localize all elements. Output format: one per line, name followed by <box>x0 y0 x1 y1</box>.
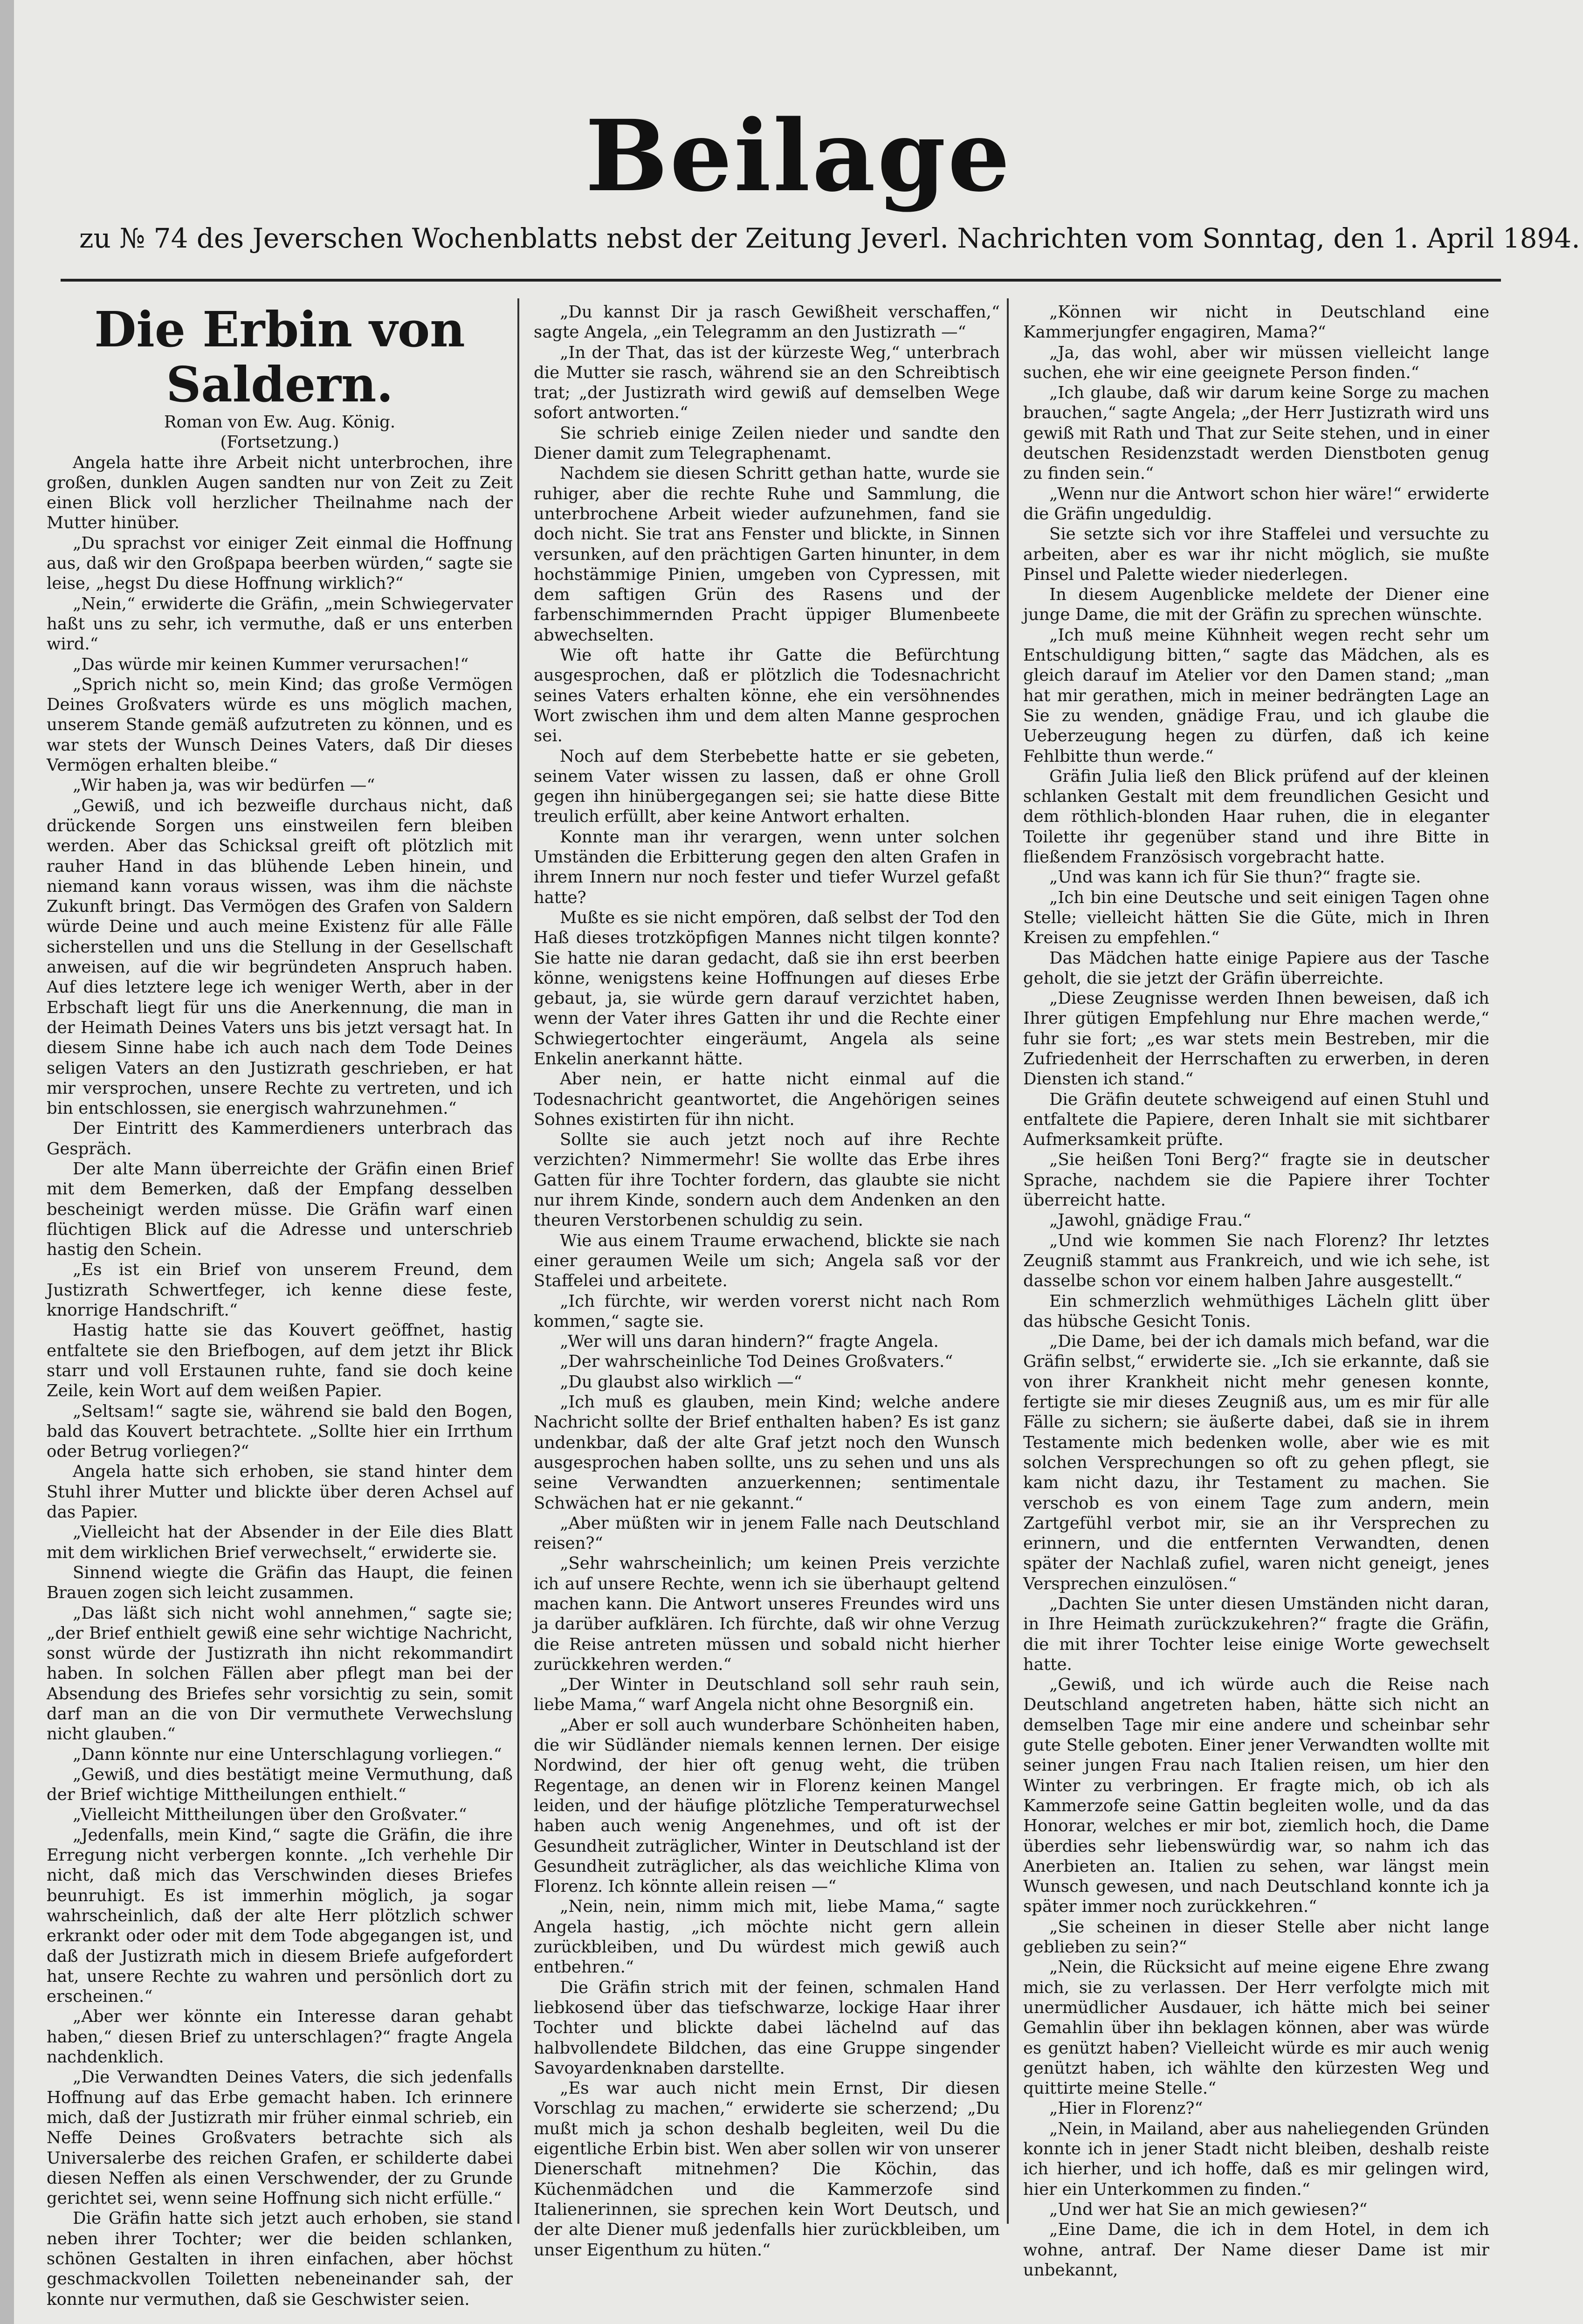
column-divider <box>1007 298 1009 2224</box>
article-paragraph: „Sprich nicht so, mein Kind; das große Vermögen Deines Großvaters würde es uns möglich machen, unserem Stande gemäß aufzutreten zu können, und es war stets der Wunsch Deines Vaters, daß Dir dieses Vermögen erhalten bleibe.“ <box>47 675 513 775</box>
article-paragraph: „Ich muß es glauben, mein Kind; welche andere Nachricht sollte der Brief enthalten haben? Es ist ganz undenkbar, daß der alte Graf jetzt noch den Wunsch ausgesprochen haben sollte, uns zu sehen und uns als seine Verwandten anzuerkennen; sentimentale Schwächen hat er nie gekannt.“ <box>534 1393 1000 1513</box>
article-paragraph: „Du kannst Dir ja rasch Gewißheit verschaffen,“ sagte Angela, „ein Telegramm an den Justizrath —“ <box>534 303 1000 342</box>
article-paragraph: Sinnend wiegte die Gräfin das Haupt, die feinen Brauen zogen sich leicht zusammen. <box>47 1563 513 1603</box>
article-paragraph: Nachdem sie diesen Schritt gethan hatte, wurde sie ruhiger, aber die rechte Ruhe und Sammlung, die unterbrochene Arbeit wieder aufzunehmen, fand sie doch nicht. Sie trat ans Fenster und blickte, in Sinnen versunken, auf den prächtigen Garten hinunter, in dem hochstämmige Pinien, umgeben von Cypressen, mit dem saftigen Grün des Rasens und der farbenschimmernden Pracht üppiger Blumenbeete abwechselten. <box>534 464 1000 645</box>
article-paragraph: „Dachten Sie unter diesen Umständen nicht daran, in Ihre Heimath zurückzukehren?“ fragte die Gräfin, die mit ihrer Tochter leise einige Worte gewechselt hatte. <box>1023 1594 1489 1674</box>
article-paragraph: Gräfin Julia ließ den Blick prüfend auf der kleinen schlanken Gestalt mit dem freundlichen Gesicht und dem röthlich-blonden Haar ruhen, die in eleganter Toilette ihr gegenüber stand und ihre Bitte in fließendem Französisch vorgebracht hatte. <box>1023 766 1489 867</box>
article-paragraph: Angela hatte ihre Arbeit nicht unterbrochen, ihre großen, dunklen Augen sandten nur von Zeit zu Zeit einen Blick voll herzlicher Theilnahme nach der Mutter hinüber. <box>47 453 513 533</box>
article-paragraph: In diesem Augenblicke meldete der Diener eine junge Dame, die mit der Gräfin zu sprechen wünschte. <box>1023 585 1489 625</box>
article-paragraph: „Jedenfalls, mein Kind,“ sagte die Gräfin, die ihre Erregung nicht verbergen konnte. „Ich verhehle Dir nicht, daß mich das Verschwinden dieses Briefes beunruhigt. Es ist immerhin möglich, ja sogar wahrscheinlich, daß der alte Herr plötzlich schwer erkrankt oder oder mit dem Tode abgegangen ist, und daß der Justizrath mich in diesem Briefe aufgefordert hat, unsere Rechte zu wahren und persönlich dort zu erscheinen.“ <box>47 1825 513 2007</box>
article-paragraph: Die Gräfin strich mit der feinen, schmalen Hand liebkosend über das tiefschwarze, lockige Haar ihrer Tochter und blickte dabei lächelnd auf das halbvollendete Bildchen, das eine Gruppe singender Savoyardenknaben darstellte. <box>534 1978 1000 2078</box>
story-continuation: (Fortsetzung.) <box>220 433 339 452</box>
article-paragraph: Der Eintritt des Kammerdieners unterbrach das Gespräch. <box>47 1119 513 1159</box>
article-paragraph: „In der That, das ist der kürzeste Weg,“ unterbrach die Mutter sie rasch, während sie an den Schreibtisch trat; „der Justizrath wird gewiß auf demselben Wege sofort antworten.“ <box>534 343 1000 423</box>
article-paragraph: „Und wer hat Sie an mich gewiesen?“ <box>1049 2200 1368 2219</box>
article-paragraph: „Gewiß, und ich bezweifle durchaus nicht, daß drückende Sorgen uns einstweilen fern bleiben werden. Aber das Schicksal greift oft plötzlich mit rauher Hand in das blühende Leben hinein, und niemand kann voraus wissen, was ihm die nächste Zukunft bringt. Das Vermögen des Grafen von Saldern würde Deine und auch meine Existenz für alle Fälle sicherstellen und uns die Stellung in der Gesellschaft anweisen, auf die wir begründeten Anspruch haben. Auf dies letztere lege ich weniger Werth, aber in der Erbschaft liegt für uns die Anerkennung, die man in der Heimath Deines Vaters uns bis jetzt versagt hat. In diesem Sinne habe ich auch nach dem Tode Deines seligen Vaters an den Justizrath geschrieben, er hat mir versprochen, unsere Rechte zu vertreten, und ich bin entschlossen, sie energisch wahrzunehmen.“ <box>47 796 513 1118</box>
scan-edge <box>0 0 14 2324</box>
article-paragraph: „Diese Zeugnisse werden Ihnen beweisen, daß ich Ihrer gütigen Empfehlung nur Ehre machen werde,“ fuhr sie fort; „es war stets mein Bestreben, mir die Zufriedenheit der Herrschaften zu erwerben, in deren Diensten ich stand.“ <box>1023 989 1489 1089</box>
story-byline: Roman von Ew. Aug. König. <box>164 413 396 432</box>
article-paragraph: Mußte es sie nicht empören, daß selbst der Tod den Haß dieses trotzköpfigen Mannes nicht tilgen konnte? Sie hatte nie daran gedacht, daß sie ihn erst beerben könne, wenigstens keine Hoffnungen auf dieses Erbe gebaut, ja, sie würde gern darauf verzichtet haben, wenn der Vater ihres Gatten ihr und die Rechte einer Schwiegertochter eingeräumt, Angela als seine Enkelin anerkannt hätte. <box>534 908 1000 1069</box>
article-paragraph: „Es ist ein Brief von unserem Freund, dem Justizrath Schwertfeger, ich kenne diese feste, knorrige Handschrift.“ <box>47 1260 513 1320</box>
article-paragraph: Die Gräfin deutete schweigend auf einen Stuhl und entfaltete die Papiere, deren Inhalt sie mit sichtbarer Aufmerksamkeit prüfte. <box>1023 1090 1489 1150</box>
story-title: Die Erbin von Saldern. <box>94 301 465 413</box>
article-paragraph: Aber nein, er hatte nicht einmal auf die Todesnachricht geantwortet, die Angehörigen seines Sohnes existirten für ihn nicht. <box>534 1069 1000 1129</box>
article-paragraph: „Ich bin eine Deutsche und seit einigen Tagen ohne Stelle; vielleicht hätten Sie die Güte, mich in Ihren Kreisen zu empfehlen.“ <box>1023 888 1489 948</box>
article-paragraph: „Seltsam!“ sagte sie, während sie bald den Bogen, bald das Kouvert betrachtete. „Sollte hier ein Irrthum oder Betrug vorliegen?“ <box>47 1401 513 1462</box>
article-paragraph: „Du glaubst also wirklich —“ <box>560 1372 802 1392</box>
article-paragraph: „Dann könnte nur eine Unterschlagung vorliegen.“ <box>73 1745 502 1764</box>
article-paragraph: „Und wie kommen Sie nach Florenz? Ihr letztes Zeugniß stammt aus Frankreich, und wie ich sehe, ist dasselbe schon vor einem halben Jahre ausgestellt.“ <box>1023 1231 1489 1291</box>
article-paragraph: „Nein, nein, nimm mich mit, liebe Mama,“ sagte Angela hastig, „ich möchte nicht gern allein zurückbleiben, und Du würdest mich gewiß auch entbehren.“ <box>534 1897 1000 1977</box>
article-paragraph: „Das würde mir keinen Kummer verursachen!“ <box>73 655 469 674</box>
column-1 <box>47 301 513 2309</box>
article-paragraph: „Aber wer könnte ein Interesse daran gehabt haben,“ diesen Brief zu unterschlagen?“ fragte Angela nachdenklich. <box>47 2007 513 2067</box>
article-paragraph: „Vielleicht Mittheilungen über den Großvater.“ <box>73 1805 467 1825</box>
article-paragraph: „Sehr wahrscheinlich; um keinen Preis verzichte ich auf unsere Rechte, wenn ich sie überhaupt geltend machen kann. Die Antwort unseres Freundes wird uns ja darüber aufklären. Ich fürchte, daß wir ohne Verzug die Reise antreten müssen und sobald nicht hierher zurückkehren werden.“ <box>534 1554 1000 1674</box>
article-paragraph: „Sie scheinen in dieser Stelle aber nicht lange geblieben zu sein?“ <box>1023 1917 1489 1957</box>
article-paragraph: „Das läßt sich nicht wohl annehmen,“ sagte sie; „der Brief enthielt gewiß eine sehr wichtige Nachricht, sonst würde der Justizrath ihn nicht rekommandirt haben. In solchen Fällen aber pflegt man bei der Absendung des Briefes sehr vorsichtig zu sein, somit darf man an die von Dir vermuthete Verwechslung nicht glauben.“ <box>47 1603 513 1744</box>
article-paragraph: „Wer will uns daran hindern?“ fragte Angela. <box>560 1332 939 1352</box>
column-2 <box>534 302 1000 2260</box>
article-paragraph: „Ich muß meine Kühnheit wegen recht sehr um Entschuldigung bitten,“ sagte das Mädchen, als es gleich darauf im Atelier vor den Damen stand; „man hat mir gerathen, mich in meiner bedrängten Lage an Sie zu wenden, gnädige Frau, und ich glaube die Ueberzeugung hegen zu dürfen, daß ich keine Fehlbitte thun werde.“ <box>1023 625 1489 766</box>
article-paragraph: Wie aus einem Traume erwachend, blickte sie nach einer geraumen Weile um sich; Angela saß vor der Staffelei und arbeitete. <box>534 1231 1000 1291</box>
article-paragraph: „Die Verwandten Deines Vaters, die sich jedenfalls Hoffnung auf das Erbe gemacht haben. Ich erinnere mich, daß der Justizrath mir früher einmal schrieb, ein Neffe Deines Großvaters betrachte sich als Universalerbe des reichen Grafen, er schilderte dabei diesen Neffen als einen Verschwender, der zu Grunde gerichtet sei, wenn seine Hoffnung sich nicht erfülle.“ <box>47 2068 513 2208</box>
article-paragraph: „Ja, das wohl, aber wir müssen vielleicht lange suchen, ehe wir eine geeignete Person finden.“ <box>1023 343 1489 382</box>
article-paragraph: „Du sprachst vor einiger Zeit einmal die Hoffnung aus, daß wir den Großpapa beerben würden,“ sagte sie leise, „hegst Du diese Hoffnung wirklich?“ <box>47 533 513 593</box>
article-paragraph: „Gewiß, und ich würde auch die Reise nach Deutschland angetreten haben, hätte sich nicht an demselben Tage mir eine andere und scheinbar sehr gute Stelle geboten. Einer jener Verwandten wollte mit seiner jungen Frau nach Italien reisen, um hier den Winter zu verbringen. Er fragte mich, ob ich als Kammerzofe seine Gattin begleiten wolle, und da das Honorar, welches er mir bot, ziemlich hoch, die Dame überdies sehr liebenswürdig war, so nahm ich das Anerbieten an. Italien zu sehen, war längst mein Wunsch gewesen, und nach Deutschland konnte ich ja später immer noch zurückkehren.“ <box>1023 1675 1489 1917</box>
article-paragraph: Sie setzte sich vor ihre Staffelei und versuchte zu arbeiten, aber es war ihr nicht möglich, sie mußte Pinsel und Palette wieder niederlegen. <box>1023 524 1489 584</box>
article-paragraph: „Nein, in Mailand, aber aus naheliegenden Gründen konnte ich in jener Stadt nicht bleiben, deshalb reiste ich hierher, und ich hoffe, daß es mir gelingen wird, hier ein Unterkommen zu finden.“ <box>1023 2119 1489 2199</box>
article-paragraph: „Aber müßten wir in jenem Falle nach Deutschland reisen?“ <box>534 1513 1000 1553</box>
article-paragraph: Der alte Mann überreichte der Gräfin einen Brief mit dem Bemerken, daß der Empfang desselben bescheinigt werden müsse. Die Gräfin warf einen flüchtigen Blick auf die Adresse und unterschrieb hastig den Schein. <box>47 1159 513 1260</box>
column-divider <box>517 298 519 2224</box>
article-paragraph: „Der wahrscheinliche Tod Deines Großvaters.“ <box>560 1352 953 1372</box>
article-paragraph: „Jawohl, gnädige Frau.“ <box>1049 1211 1252 1230</box>
article-paragraph: „Vielleicht hat der Absender in der Eile dies Blatt mit dem wirklichen Brief verwechselt,“ erwiderte sie. <box>47 1523 513 1562</box>
article-paragraph: „Es war auch nicht mein Ernst, Dir diesen Vorschlag zu machen,“ erwiderte sie scherzend; „Du mußt mich ja schon deshalb begleiten, weil Du die eigentliche Erbin bist. Wen aber sollen wir von unserer Dienerschaft mitnehmen? Die Köchin, das Küchenmädchen und die Kammerzofe sind Italienerinnen, sie sprechen kein Wort Deutsch, und der alte Diener muß jedenfalls hier zurückbleiben, um unser Eigenthum zu hüten.“ <box>534 2079 1000 2260</box>
article-paragraph: Konnte man ihr verargen, wenn unter solchen Umständen die Erbitterung gegen den alten Grafen in ihrem Innern nur noch fester und tiefer Wurzel gefaßt hatte? <box>534 827 1000 907</box>
article-paragraph: „Und was kann ich für Sie thun?“ fragte sie. <box>1049 868 1421 887</box>
issue-line: zu № 74 des Jeverschen Wochenblatts nebst der Zeitung Jeverl. Nachrichten vom Sonntag, den 1. April 1894. <box>79 222 1580 254</box>
article-paragraph: Das Mädchen hatte einige Papiere aus der Tasche geholt, die sie jetzt der Gräfin überreichte. <box>1023 948 1489 988</box>
article-paragraph: „Sie heißen Toni Berg?“ fragte sie in deutscher Sprache, nachdem sie die Papiere ihrer Tochter überreicht hatte. <box>1023 1150 1489 1210</box>
newspaper-page <box>14 0 1583 2324</box>
article-paragraph: „Aber er soll auch wunderbare Schönheiten haben, die wir Südländer niemals kennen lernen. Der eisige Nordwind, der hier oft genug weht, die trüben Regentage, an denen wir in Florenz keinen Mangel leiden, und der häufige plötzliche Temperaturwechsel haben auch wenig Angenehmes, und oft ist der Gesundheit zuträglicher, Winter in Deutschland ist der Gesundheit zuträglicher, als das weichliche Klima von Florenz. Ich könnte allein reisen —“ <box>534 1715 1000 1896</box>
article-paragraph: Wie oft hatte ihr Gatte die Befürchtung ausgesprochen, daß er plötzlich die Todesnachricht seines Vaters erhalten könne, ehe ein versöhnendes Wort zwischen ihm und dem alten Manne gesprochen sei. <box>534 646 1000 746</box>
article-paragraph: „Können wir nicht in Deutschland eine Kammerjungfer engagiren, Mama?“ <box>1023 303 1489 342</box>
header-rule <box>61 279 1501 282</box>
article-paragraph: „Wenn nur die Antwort schon hier wäre!“ erwiderte die Gräfin ungeduldig. <box>1023 484 1489 524</box>
article-paragraph: „Die Dame, bei der ich damals mich befand, war die Gräfin selbst,“ erwiderte sie. „Ich sie erkannte, daß sie von ihrer Krankheit nicht mehr genesen konnte, fertigte sie mir dieses Zeugniß aus, um es mir für alle Fälle zu sichern; sie äußerte dabei, daß sie in ihrem Testamente mich bedenken wolle, aber wie es mit solchen Versprechungen so oft zu gehen pflegt, sie kam nicht dazu, ihr Testament zu machen. Sie verschob es von einem Tage zum andern, mein Zartgefühl verbot mir, sie an ihr Versprechen zu erinnern, und die entfernten Verwandten, denen später der Nachlaß zufiel, waren nicht geneigt, jenes Versprechen einzulösen.“ <box>1023 1332 1489 1593</box>
article-paragraph: „Ich glaube, daß wir darum keine Sorge zu machen brauchen,“ sagte Angela; „der Herr Justizrath wird uns gewiß mit Rath und That zur Seite stehen, und in einer deutschen Residenzstadt werden Dienstboten genug zu finden sein.“ <box>1023 383 1489 483</box>
article-paragraph: Die Gräfin hatte sich jetzt auch erhoben, sie stand neben ihrer Tochter; wer die beiden schlanken, schönen Gestalten in ihren einfachen, aber höchst geschmackvollen Toiletten nebeneinander sah, der konnte nur vermuthen, daß sie Geschwister seien. <box>47 2209 513 2309</box>
article-paragraph: Sollte sie auch jetzt noch auf ihre Rechte verzichten? Nimmermehr! Sie wollte das Erbe ihres Gatten für ihre Tochter fordern, das glaubte sie nicht nur ihrem Kinde, sondern auch dem Andenken an den theuren Verstorbenen schuldig zu sein. <box>534 1130 1000 1230</box>
article-paragraph: „Hier in Florenz?“ <box>1049 2099 1203 2118</box>
article-paragraph: Noch auf dem Sterbebette hatte er sie gebeten, seinem Vater wissen zu lassen, daß er ohne Groll gegen ihn hinübergegangen sei; sie hatte diese Bitte treulich erfüllt, aber keine Antwort erhalten. <box>534 746 1000 827</box>
article-paragraph: „Nein, die Rücksicht auf meine eigene Ehre zwang mich, sie zu verlassen. Der Herr verfolgte mich mit unermüdlicher Ausdauer, ich hätte mich bei seiner Gemahlin über ihn beklagen können, aber was würde es genützt haben? Vielleicht würde es mir auch wenig genützt haben, ich wählte den kürzesten Weg und quittirte meine Stelle.“ <box>1023 1958 1489 2098</box>
article-paragraph: „Ich fürchte, wir werden vorerst nicht nach Rom kommen,“ sagte sie. <box>534 1291 1000 1331</box>
article-paragraph: „Nein,“ erwiderte die Gräfin, „mein Schwiegervater haßt uns zu sehr, ich vermuthe, daß er uns enterben wird.“ <box>47 594 513 654</box>
article-paragraph: Ein schmerzlich wehmüthiges Lächeln glitt über das hübsche Gesicht Tonis. <box>1023 1291 1489 1331</box>
masthead-title: Beilage <box>585 98 1012 214</box>
article-paragraph: „Der Winter in Deutschland soll sehr rauh sein, liebe Mama,“ warf Angela nicht ohne Besorgniß ein. <box>534 1675 1000 1715</box>
article-paragraph: Sie schrieb einige Zeilen nieder und sandte den Diener damit zum Telegraphenamt. <box>534 423 1000 463</box>
article-paragraph: Hastig hatte sie das Kouvert geöffnet, hastig entfaltete sie den Briefbogen, auf dem jetzt ihr Blick starr und voll Erstaunen ruhte, fand sie doch keine Zeile, kein Wort auf dem weißen Papier. <box>47 1321 513 1401</box>
article-paragraph: Angela hatte sich erhoben, sie stand hinter dem Stuhl ihrer Mutter und blickte über deren Achsel auf das Papier. <box>47 1462 513 1522</box>
article-paragraph: „Wir haben ja, was wir bedürfen —“ <box>73 776 375 795</box>
article-paragraph: „Gewiß, und dies bestätigt meine Vermuthung, daß der Brief wichtige Mittheilungen enthielt.“ <box>47 1765 513 1805</box>
article-paragraph: „Eine Dame, die ich in dem Hotel, in dem ich wohne, antraf. Der Name dieser Dame ist mir unbekannt, <box>1023 2220 1489 2280</box>
column-3 <box>1023 302 1489 2280</box>
